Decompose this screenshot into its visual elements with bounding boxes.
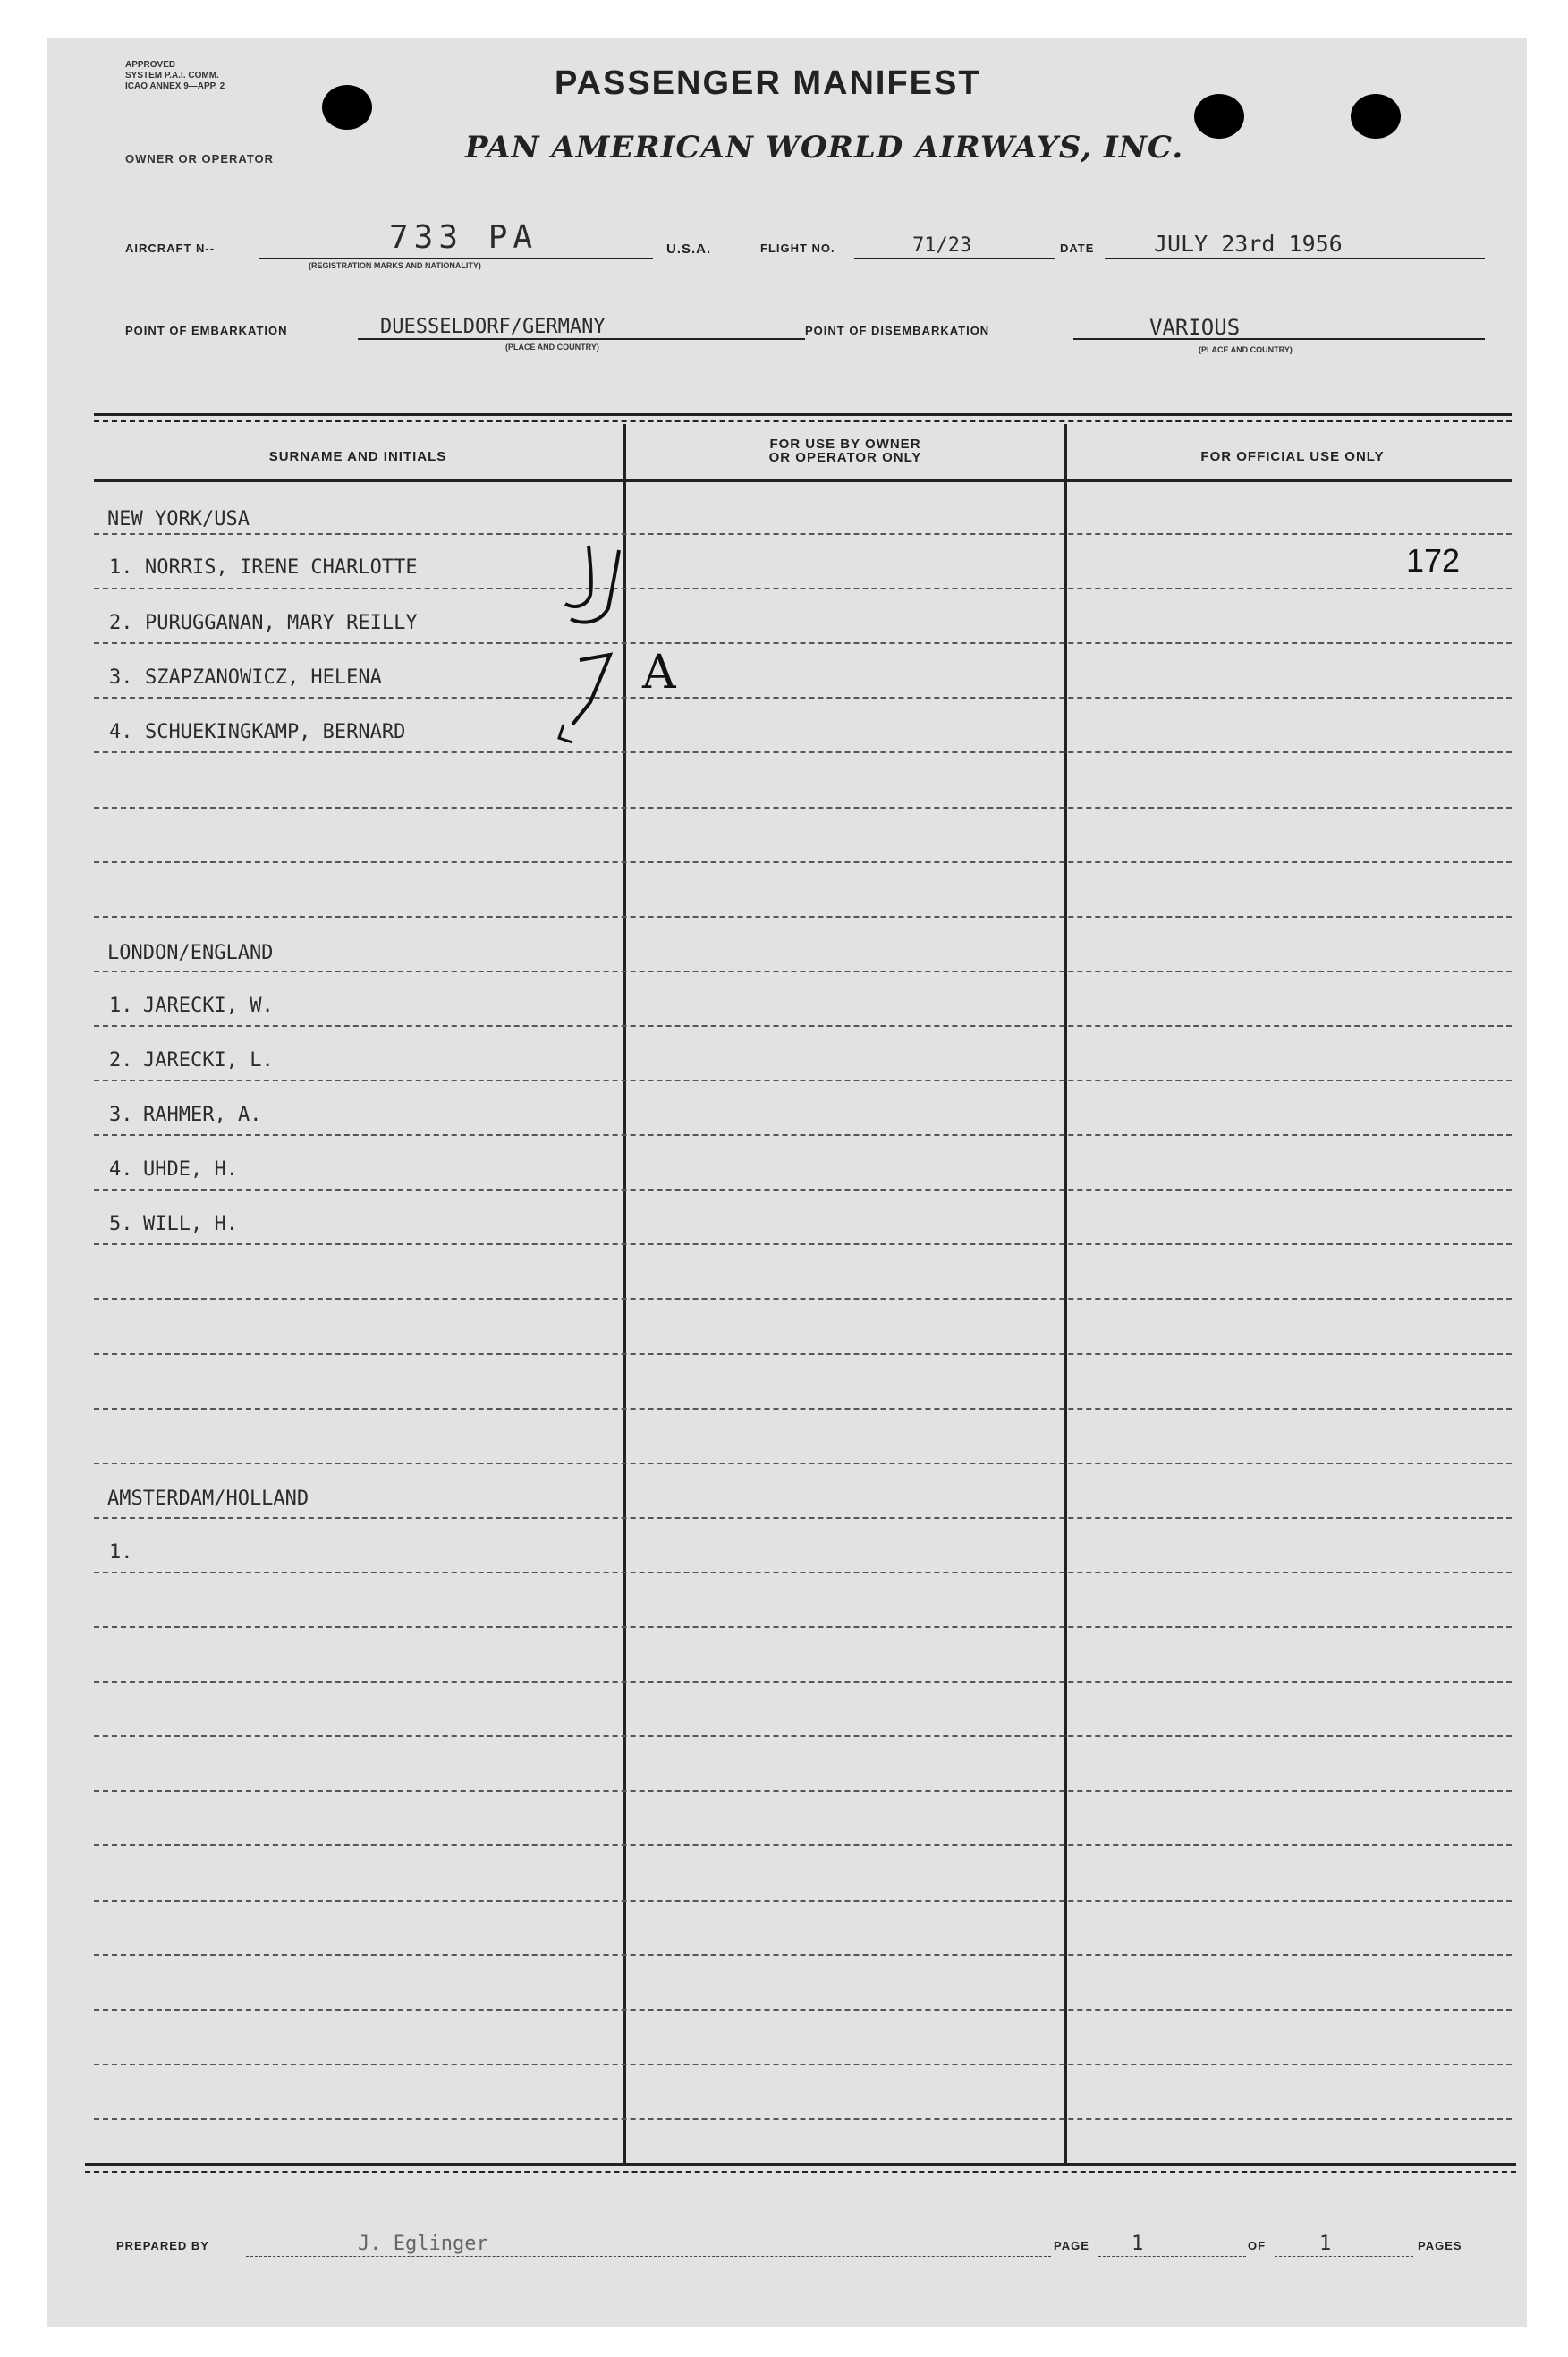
embark-caption: (PLACE AND COUNTRY) [505, 343, 599, 352]
passenger-number: 1. [109, 1541, 133, 1564]
check-marks [537, 519, 644, 751]
prepared-label: PREPARED BY [116, 2239, 209, 2252]
passenger-number: 2. [109, 612, 133, 634]
passenger-name: JARECKI, W. [143, 995, 274, 1017]
passenger-number: 3. [109, 666, 133, 689]
check-mark-1 [565, 546, 591, 606]
passenger-number: 4. [109, 1158, 133, 1181]
ruled-line [94, 751, 1512, 753]
prepared-underline [246, 2256, 1051, 2257]
destination-new-york: NEW YORK/USA [107, 508, 250, 530]
passenger-number: 4. [109, 721, 133, 743]
ruled-line [94, 1353, 1512, 1355]
embark-value: DUESSELDORF/GERMANY [380, 316, 606, 338]
ruled-line [94, 1735, 1512, 1737]
ruled-line [94, 1408, 1512, 1410]
ruled-line [94, 971, 1512, 972]
check-mark-2 [571, 550, 619, 623]
company-name: PAN AMERICAN WORLD AIRWAYS, INC. [465, 130, 1184, 165]
check-mark-4 [559, 725, 572, 742]
page-label: PAGE [1054, 2239, 1089, 2252]
passenger-name: UHDE, H. [143, 1158, 238, 1181]
ruled-line [94, 1626, 1512, 1628]
column-header-surname: SURNAME AND INITIALS [268, 449, 447, 464]
destination-london: LONDON/ENGLAND [107, 942, 274, 964]
page-title: PASSENGER MANIFEST [555, 64, 981, 102]
registration-caption: (REGISTRATION MARKS AND NATIONALITY) [309, 261, 481, 270]
aircraft-underline [259, 258, 653, 259]
ruled-line [94, 861, 1512, 863]
ruled-line [94, 697, 1512, 699]
ruled-line [94, 1025, 1512, 1027]
passenger-number: 3. [109, 1104, 133, 1126]
passenger-name: SZAPZANOWICZ, HELENA [145, 666, 382, 689]
embark-underline [358, 338, 805, 340]
ruled-line [94, 1844, 1512, 1846]
flight-underline [854, 258, 1055, 259]
handwritten-a: A [642, 646, 676, 699]
of-underline [1275, 2256, 1413, 2257]
punch-hole-right [1351, 94, 1401, 139]
column-header-official: FOR OFFICIAL USE ONLY [1200, 449, 1385, 464]
passenger-name: PURUGGANAN, MARY REILLY [145, 612, 418, 634]
ruled-line [94, 1298, 1512, 1300]
passenger-number: 1. [109, 556, 133, 579]
table-bottom-rule-1 [85, 2163, 1516, 2166]
ruled-line [94, 1900, 1512, 1902]
disembark-label: POINT OF DISEMBARKATION [805, 324, 990, 337]
usa-label: U.S.A. [666, 242, 712, 257]
passenger-name: WILL, H. [143, 1213, 238, 1235]
table-bottom-rule-2 [85, 2171, 1516, 2173]
ruled-line [94, 1080, 1512, 1081]
page-underline [1098, 2256, 1246, 2257]
ruled-line [94, 1463, 1512, 1464]
ruled-line [94, 1790, 1512, 1792]
of-value: 1 [1319, 2233, 1332, 2255]
ruled-line [94, 2009, 1512, 2011]
prepared-value: J. Eglinger [358, 2233, 488, 2255]
flight-value: 71/23 [912, 234, 972, 257]
ruled-line [94, 642, 1512, 644]
embark-label: POINT OF EMBARKATION [125, 324, 288, 337]
column-header-owner-use-2: OR OPERATOR ONLY [768, 450, 922, 465]
page-value: 1 [1132, 2233, 1144, 2255]
passenger-number: 1. [109, 995, 133, 1017]
approval-line-3: ICAO ANNEX 9—APP. 2 [125, 81, 225, 91]
ruled-line [94, 2118, 1512, 2120]
punch-hole-left [322, 85, 372, 130]
table-top-rule-2 [94, 420, 1512, 422]
passenger-name: JARECKI, L. [143, 1049, 274, 1072]
disembark-underline [1073, 338, 1485, 340]
disembark-value: VARIOUS [1149, 315, 1241, 340]
check-mark-3 [572, 655, 610, 725]
passenger-name: SCHUEKINGKAMP, BERNARD [145, 721, 406, 743]
date-label: DATE [1060, 242, 1095, 255]
ruled-line [94, 916, 1512, 918]
ruled-line [94, 588, 1512, 589]
ruled-line [94, 2064, 1512, 2065]
ruled-line [94, 1134, 1512, 1136]
aircraft-value: 733 PA [389, 219, 538, 256]
ruled-line [94, 1954, 1512, 1956]
passenger-number: 2. [109, 1049, 133, 1072]
ruled-line [94, 533, 1512, 535]
ruled-line [94, 807, 1512, 809]
approval-line-2: SYSTEM P.A.I. COMM. [125, 71, 219, 81]
passenger-number: 5. [109, 1213, 133, 1235]
official-number: 172 [1406, 542, 1461, 579]
manifest-sheet [47, 38, 1527, 2327]
ruled-line [94, 1681, 1512, 1683]
punch-hole-middle [1194, 94, 1244, 139]
flight-label: FLIGHT NO. [760, 242, 835, 255]
ruled-line [94, 1517, 1512, 1519]
table-top-rule-1 [94, 413, 1512, 416]
column-divider-2 [1064, 424, 1067, 2164]
ruled-line [94, 1572, 1512, 1573]
aircraft-label: AIRCRAFT N-- [125, 242, 216, 255]
date-value: JULY 23rd 1956 [1154, 231, 1343, 257]
date-underline [1105, 258, 1485, 259]
of-label: OF [1248, 2239, 1267, 2252]
approval-line-1: APPROVED [125, 60, 176, 70]
passenger-name: RAHMER, A. [143, 1104, 262, 1126]
ruled-line [94, 1243, 1512, 1245]
header-bottom-rule [94, 479, 1512, 482]
pages-label: PAGES [1418, 2239, 1462, 2252]
column-header-owner-use-1: FOR USE BY OWNER [769, 437, 921, 452]
ruled-line [94, 1189, 1512, 1191]
disembark-caption: (PLACE AND COUNTRY) [1199, 345, 1293, 354]
owner-label: OWNER OR OPERATOR [125, 152, 275, 165]
passenger-name: NORRIS, IRENE CHARLOTTE [145, 556, 418, 579]
destination-amsterdam: AMSTERDAM/HOLLAND [107, 1488, 309, 1510]
